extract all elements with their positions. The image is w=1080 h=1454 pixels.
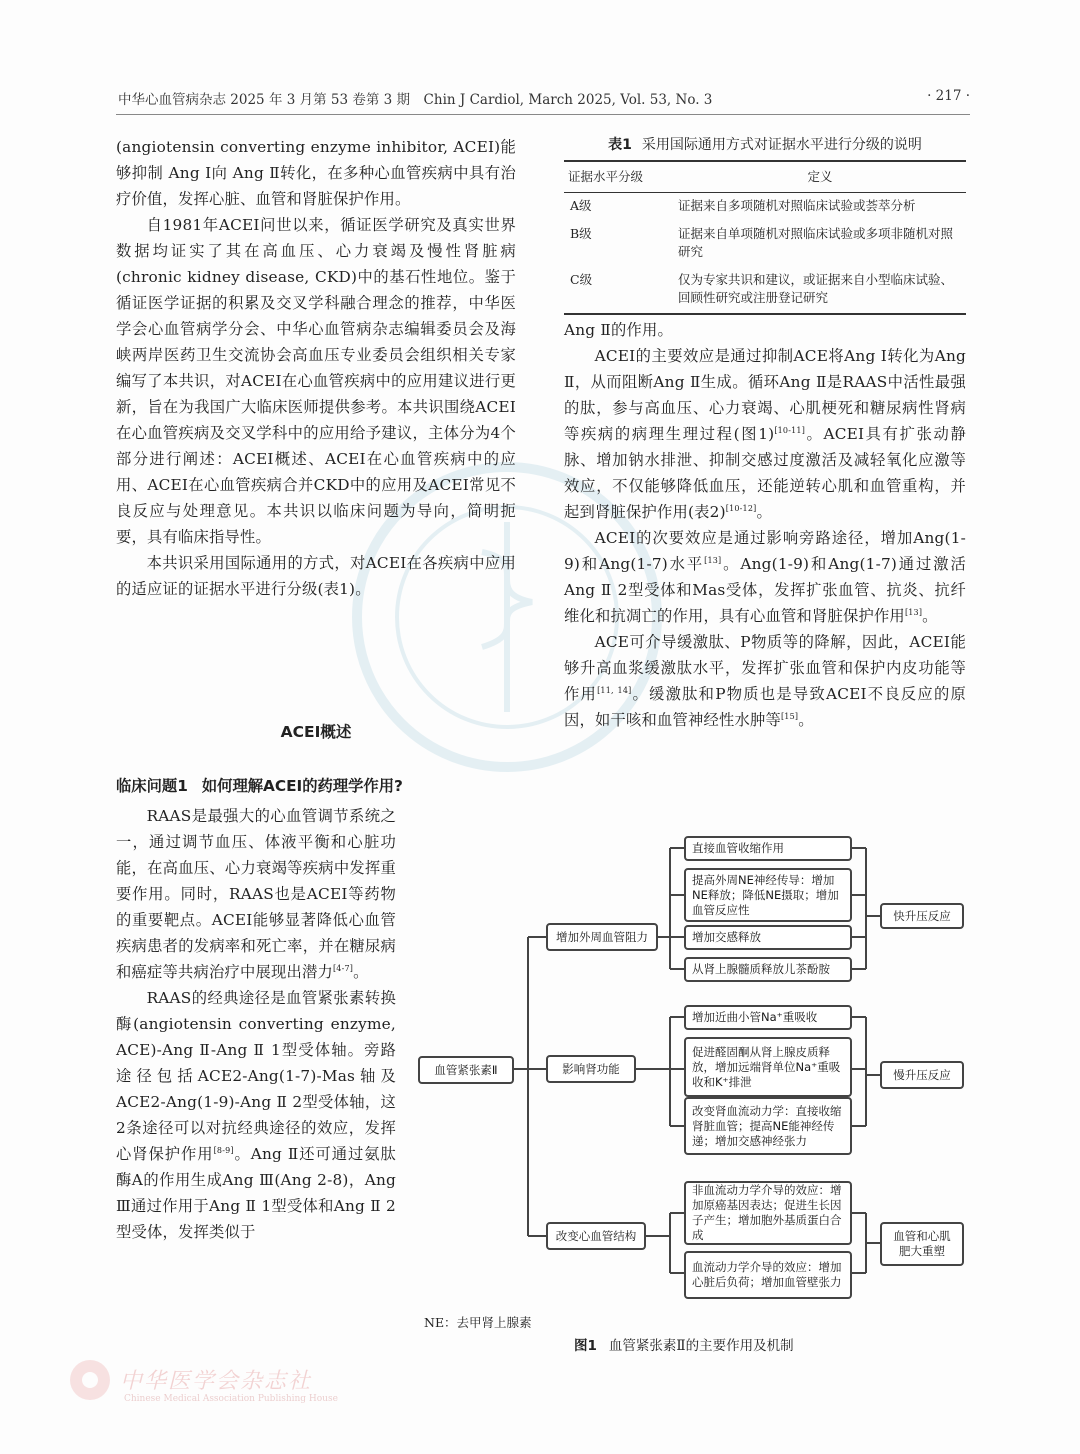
outcome-node-hypertrophy: 血管和心肌肥大重塑	[880, 1222, 964, 1266]
publisher-name-en: Chinese Medical Association Publishing House	[124, 1394, 338, 1404]
branch-node-renal-function: 影响肾功能	[546, 1055, 636, 1083]
header-rule	[116, 114, 970, 115]
intro-paragraph-3: 本共识采用国际通用的方式，对ACEI在各疾病中应用的适应证的证据水平进行分级(表1)。	[116, 554, 516, 598]
continued-paragraph: Ang Ⅱ的作用。	[564, 321, 673, 339]
citation: [10-11]	[774, 425, 806, 435]
citation: [15]	[780, 711, 799, 721]
figure1-footnote: NE：去甲肾上腺素	[424, 1315, 532, 1330]
secondary-effect-paragraph: ACEI的次要效应是通过影响旁路途径，增加Ang(1-9)和Ang(1-7)水平[13]。Ang(1-9)和Ang(1-7)通过激活Ang Ⅱ 2型受体和Mas受体，发挥扩张血管、抗炎、抗纤维化和抗凋亡的作用，具有心血管和肾脏保护作用[13]。	[564, 529, 967, 625]
citation: [13]	[904, 607, 923, 617]
mechanism-node: 直接血管收缩作用	[684, 836, 852, 861]
table-row: B级 证据来自单项随机对照临床试验或多项非随机对照研究	[570, 226, 954, 259]
raas-paragraph: RAAS是最强大的心血管调节系统之一，通过调节血压、体液平衡和心脏功能，在高血压、心力衰竭等疾病中发挥重要作用。同时，RAAS也是ACEI等药物的重要靶点。ACEI能够显著降低心血管疾病患者的发病率和死亡率，并在糖尿病和癌症等共病治疗中展现出潜力[4-7]。	[116, 807, 396, 981]
diagram-root-node: 血管紧张素Ⅱ	[418, 1056, 514, 1084]
branch-node-cardiovascular-structure: 改变心血管结构	[546, 1222, 646, 1250]
clinical-question-heading	[116, 774, 536, 796]
intro-paragraph-2: 自1981年ACEI问世以来，循证医学研究及真实世界数据均证实了其在高血压、心力衰竭及慢性肾脏病(chronic kidney disease, CKD)中的基石性地位。鉴于循证医学证据的积累及交叉学科融合理念的推荐，中华医学会心血管病学分会、中华心血管病杂志编辑委员会及海峡两岸医药卫生交流协会高血压专业委员会组织相关专家编写了本共识，对ACEI在心血管疾病中的应用建议进行更新，旨在为我国广大临床医师提供参考。本共识围绕ACEI在心血管疾病及交叉学科中的应用给予建议，主体分为4个部分进行阐述：ACEI概述、ACEI在心血管疾病中的应用、ACEI在心血管疾病合并CKD中的应用及ACEI常见不良反应与处理意见。本共识以临床问题为导向，简明扼要，具有临床指导性。	[116, 216, 516, 546]
publisher-name: 中华医学会杂志社	[120, 1369, 313, 1394]
mechanism-node: 非血流动力学介导的效应：增加原癌基因表达；促进生长因子产生；增加胞外基质蛋白合成	[684, 1181, 852, 1245]
right-column	[564, 317, 966, 733]
citation: [8-9]	[213, 1145, 234, 1155]
branch-node-peripheral-resistance: 增加外周血管阻力	[546, 923, 658, 951]
mechanism-node: 改变肾血流动力学：直接收缩肾脏血管；提高NE能神经传递；增加交感神经张力	[684, 1097, 852, 1155]
raas-pathway-paragraph: RAAS的经典途径是血管紧张素转换酶(angiotensin converting enzyme, ACE)-Ang Ⅱ-Ang Ⅱ 1型受体轴。旁路途径包括ACE2-Ang(1-7)-Mas轴及ACE2-Ang(1-9)-Ang Ⅱ 2型受体轴，这2条途径可以对抗经典途径的效应，发挥心肾保护作用[8-9]。Ang Ⅱ还可通过氨肽酶A的作用生成Ang Ⅲ(Ang 2-8)，Ang Ⅲ通过作用于Ang Ⅱ 1型受体和Ang Ⅱ 2型受体，发挥类似于	[116, 989, 397, 1241]
citation: [10-12]	[725, 503, 757, 513]
primary-effect-paragraph: ACEI的主要效应是通过抑制ACE将Ang Ⅰ转化为Ang Ⅱ，从而阻断Ang Ⅱ生成。循环Ang Ⅱ是RAAS中活性最强的肽，参与高血压、心力衰竭、心肌梗死和糖尿病性肾病等疾病的病理生理过程(图1)[10-11]。ACEI具有扩张动静脉、增加钠水排泄、抑制交感过度激活及减轻氧化应激等效应，不仅能够降低血压，还能逆转心肌和血管重构，并起到肾脏保护作用(表2)[10-12]。	[564, 347, 966, 521]
figure1-caption: 图1 血管紧张素Ⅱ的主要作用及机制	[574, 1338, 794, 1354]
evidence-level-table	[564, 160, 966, 315]
intro-paragraph-1: (angiotensin converting enzyme inhibitor, ACEI)能够抑制 Ang Ⅰ向 Ang Ⅱ转化，在多种心血管疾病中具有治疗价值，发挥心脏、血管和肾脏保护作用。	[116, 138, 516, 208]
question-label: 临床问题1	[116, 777, 188, 795]
citation: [4-7]	[332, 963, 354, 973]
table-header-level: 证据水平分级	[564, 161, 674, 193]
mechanism-node: 促进醛固酮从肾上腺皮质释放，增加远端肾单位Na⁺重吸收和K⁺排泄	[684, 1037, 852, 1097]
outcome-node-slow-pressor: 慢升压反应	[880, 1061, 964, 1089]
narrow-column	[116, 803, 396, 1245]
outcome-node-fast-pressor: 快升压反应	[880, 903, 964, 929]
citation: [11, 14]	[597, 685, 632, 695]
running-header: 中华心血管病杂志 2025 年 3 月第 53 卷第 3 期 Chin J Cardiol, March 2025, Vol. 53, No. 3	[118, 92, 713, 108]
bradykinin-paragraph: ACE可介导缓激肽、P物质等的降解，因此，ACEI能够升高血浆缓激肽水平，发挥扩张血管和保护内皮功能等作用[11, 14]。缓激肽和P物质也是导致ACEI不良反应的原因，如干咳和血管神经性水肿等[15]。	[564, 633, 967, 729]
table-row: A级 证据来自多项随机对照临床试验或荟萃分析	[570, 198, 916, 213]
table-header-definition: 定义	[674, 161, 966, 193]
question-text: 如何理解ACEI的药理学作用?	[201, 777, 403, 795]
section-title: ACEI概述	[280, 723, 352, 741]
citation: [13]	[704, 555, 722, 565]
mechanism-node: 增加交感释放	[684, 925, 852, 950]
mechanism-node: 增加近曲小管Na⁺重吸收	[684, 1005, 852, 1030]
left-column	[116, 134, 516, 602]
table1-caption: 表1 采用国际通用方式对证据水平进行分级的说明	[608, 137, 922, 153]
page-number: · 217 ·	[927, 88, 970, 104]
mechanism-node: 血流动力学介导的效应：增加心脏后负荷；增加血管壁张力	[684, 1251, 852, 1299]
table-row: C级 仅为专家共识和建议，或证据来自小型临床试验、回顾性研究或注册登记研究	[564, 267, 966, 314]
publisher-logo	[68, 1358, 112, 1402]
mechanism-node: 从肾上腺髓质释放儿茶酚胺	[684, 957, 852, 982]
mechanism-node: 提高外周NE神经传导：增加NE释放；降低NE摄取；增加血管反应性	[684, 868, 852, 922]
